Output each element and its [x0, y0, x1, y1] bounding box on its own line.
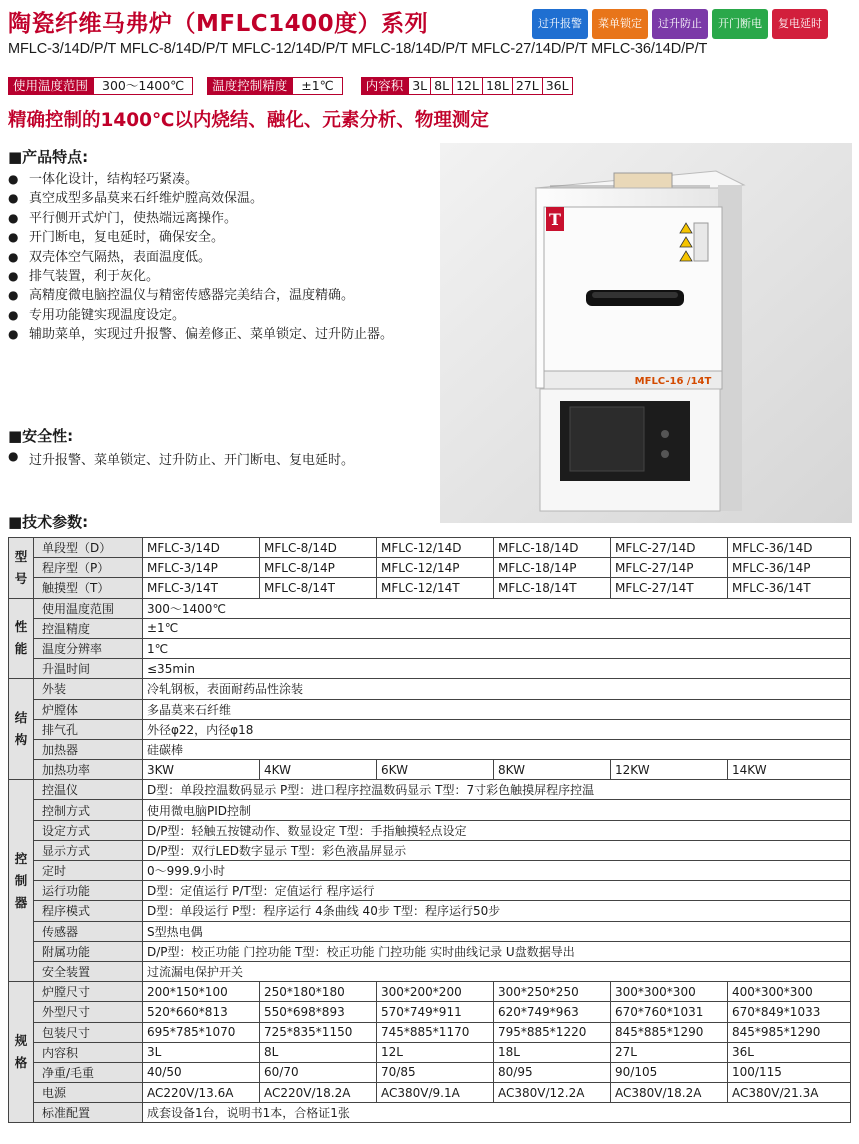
- table-cell: 100/115: [728, 1062, 851, 1082]
- param-name: 外型尺寸: [34, 1002, 143, 1022]
- table-row: [9, 618, 851, 638]
- table-cell: 300*250*250: [494, 982, 611, 1002]
- table-cell: 使用微电脑PID控制: [143, 800, 851, 820]
- group-label: 结 构: [9, 679, 34, 780]
- table-cell: 6KW: [377, 760, 494, 780]
- list-item: ● 高精度微电脑控温仪与精密传感器完美结合，温度精确。: [8, 286, 428, 305]
- volume-option: 3L: [408, 77, 431, 95]
- badge-power-delay: 复电延时: [772, 9, 828, 39]
- table-row: [9, 820, 851, 840]
- table-cell: 300*200*200: [377, 982, 494, 1002]
- table-row: [9, 558, 851, 578]
- list-item: ● 平行侧开式炉门，使热端远离操作。: [8, 209, 428, 228]
- brand-logo-letter: T: [549, 210, 561, 229]
- table-row: [9, 760, 851, 780]
- precision-label: 温度控制精度: [207, 77, 292, 95]
- param-name: 排气孔: [34, 719, 143, 739]
- table-cell: AC380V/9.1A: [377, 1083, 494, 1103]
- list-item: ● 开门断电，复电延时，确保安全。: [8, 228, 428, 247]
- table-cell: 695*785*1070: [143, 1022, 260, 1042]
- table-cell: D型：单段运行 P型：程序运行 4条曲线 40步 T型：程序运行50步: [143, 901, 851, 921]
- param-name: 加热器: [34, 739, 143, 759]
- table-row: [9, 840, 851, 860]
- headline: 精确控制的1400℃以内烧结、融化、元素分析、物理测定: [8, 110, 489, 131]
- table-cell: 4KW: [260, 760, 377, 780]
- temp-range-label: 使用温度范围: [8, 77, 93, 95]
- table-cell: 550*698*893: [260, 1002, 377, 1022]
- param-name: 内容积: [34, 1042, 143, 1062]
- param-name: 炉膛体: [34, 699, 143, 719]
- spec-strip: [8, 77, 573, 95]
- table-row: [9, 679, 851, 699]
- table-cell: MFLC-12/14P: [377, 558, 494, 578]
- table-cell: MFLC-27/14P: [611, 558, 728, 578]
- table-cell: ≤35min: [143, 659, 851, 679]
- table-cell: ±1℃: [143, 618, 851, 638]
- table-cell: 27L: [611, 1042, 728, 1062]
- table-cell: 过流漏电保护开关: [143, 961, 851, 981]
- param-name: 运行功能: [34, 881, 143, 901]
- table-cell: 40/50: [143, 1062, 260, 1082]
- table-row: [9, 1042, 851, 1062]
- product-photo: [440, 143, 852, 523]
- param-name: 净重/毛重: [34, 1062, 143, 1082]
- table-cell: MFLC-8/14T: [260, 578, 377, 598]
- feature-list: [8, 170, 428, 345]
- feature-badges: [532, 9, 828, 39]
- table-row: [9, 1002, 851, 1022]
- table-cell: 18L: [494, 1042, 611, 1062]
- table-cell: 14KW: [728, 760, 851, 780]
- table-cell: MFLC-3/14P: [143, 558, 260, 578]
- table-cell: MFLC-36/14P: [728, 558, 851, 578]
- table-cell: 670*760*1031: [611, 1002, 728, 1022]
- param-name: 定时: [34, 861, 143, 881]
- table-cell: 8L: [260, 1042, 377, 1062]
- table-cell: S型热电偶: [143, 921, 851, 941]
- list-item: ● 专用功能键实现温度设定。: [8, 306, 428, 325]
- table-cell: MFLC-18/14D: [494, 538, 611, 558]
- table-cell: 成套设备1台，说明书1本，合格证1张: [143, 1103, 851, 1123]
- tech-heading: ■技术参数:: [8, 513, 89, 531]
- list-item: ● 真空成型多晶莫来石纤维炉膛高效保温。: [8, 189, 428, 208]
- page-title: 陶瓷纤维马弗炉（MFLC1400度）系列: [8, 11, 429, 37]
- table-cell: 12KW: [611, 760, 728, 780]
- param-name: 程序模式: [34, 901, 143, 921]
- table-cell: 3KW: [143, 760, 260, 780]
- table-cell: MFLC-27/14D: [611, 538, 728, 558]
- temp-range-value: 300～1400℃: [93, 77, 193, 95]
- volume-option: 18L: [483, 77, 513, 95]
- table-cell: 70/85: [377, 1062, 494, 1082]
- list-item: ● 辅助菜单，实现过升报警、偏差修正、菜单锁定、过升防止器。: [8, 325, 429, 344]
- table-cell: MFLC-12/14D: [377, 538, 494, 558]
- safety-heading: ■安全性:: [8, 427, 74, 445]
- table-row: [9, 1083, 851, 1103]
- param-name: 控制方式: [34, 800, 143, 820]
- table-cell: 250*180*180: [260, 982, 377, 1002]
- table-cell: MFLC-8/14P: [260, 558, 377, 578]
- table-cell: MFLC-18/14T: [494, 578, 611, 598]
- table-cell: MFLC-36/14D: [728, 538, 851, 558]
- param-name: 电源: [34, 1083, 143, 1103]
- table-cell: 12L: [377, 1042, 494, 1062]
- volume-option: 36L: [543, 77, 573, 95]
- table-cell: 725*835*1150: [260, 1022, 377, 1042]
- volume-option: 8L: [431, 77, 453, 95]
- precision-value: ±1℃: [292, 77, 342, 95]
- table-row: [9, 800, 851, 820]
- table-cell: MFLC-36/14T: [728, 578, 851, 598]
- table-cell: MFLC-27/14T: [611, 578, 728, 598]
- table-row: [9, 659, 851, 679]
- table-cell: 200*150*100: [143, 982, 260, 1002]
- spec-table: [8, 537, 851, 1123]
- table-cell: 硅碳棒: [143, 739, 851, 759]
- table-row: [9, 739, 851, 759]
- param-name: 包装尺寸: [34, 1022, 143, 1042]
- volume-label: 内容积: [361, 77, 409, 95]
- param-name: 温度分辨率: [34, 638, 143, 658]
- table-cell: D型：定值运行 P/T型：定值运行 程序运行: [143, 881, 851, 901]
- table-row: [9, 881, 851, 901]
- table-cell: 795*885*1220: [494, 1022, 611, 1042]
- model-list: MFLC-3/14D/P/T MFLC-8/14D/P/T MFLC-12/14D/P/T MFLC-18/14D/P/T MFLC-27/14D/P/T MFLC-36/14D/P/T: [8, 41, 708, 57]
- table-cell: D/P型：轻触五按键动作、数显设定 T型：手指触摸轻点设定: [143, 820, 851, 840]
- table-row: [9, 901, 851, 921]
- param-name: 显示方式: [34, 840, 143, 860]
- group-label: 规 格: [9, 982, 34, 1123]
- table-row: [9, 921, 851, 941]
- param-name: 标准配置: [34, 1103, 143, 1123]
- muffle-furnace-image: [440, 143, 852, 523]
- table-cell: 670*849*1033: [728, 1002, 851, 1022]
- table-cell: D/P型：校正功能 门控功能 T型：校正功能 门控功能 实时曲线记录 U盘数据导出: [143, 941, 851, 961]
- table-cell: 3L: [143, 1042, 260, 1062]
- param-name: 升温时间: [34, 659, 143, 679]
- table-cell: 8KW: [494, 760, 611, 780]
- model-label: MFLC-16 /14T: [634, 376, 712, 387]
- group-label: 控 制 器: [9, 780, 34, 982]
- table-cell: AC220V/18.2A: [260, 1083, 377, 1103]
- table-cell: 745*885*1170: [377, 1022, 494, 1042]
- param-name: 单段型（D）: [34, 538, 143, 558]
- table-cell: 冷轧钢板，表面耐药品性涂装: [143, 679, 851, 699]
- table-row: [9, 1103, 851, 1123]
- table-cell: 36L: [728, 1042, 851, 1062]
- volume-option: 27L: [513, 77, 543, 95]
- badge-door-cutoff: 开门断电: [712, 9, 768, 39]
- badge-menu-lock: 菜单锁定: [592, 9, 648, 39]
- table-row: [9, 941, 851, 961]
- table-cell: 0～999.9小时: [143, 861, 851, 881]
- table-cell: 570*749*911: [377, 1002, 494, 1022]
- table-cell: AC380V/18.2A: [611, 1083, 728, 1103]
- volume-option: 12L: [453, 77, 483, 95]
- list-item: ● 排气装置，利于灰化。: [8, 267, 428, 286]
- table-cell: 845*985*1290: [728, 1022, 851, 1042]
- table-row: [9, 719, 851, 739]
- param-name: 炉膛尺寸: [34, 982, 143, 1002]
- table-row: [9, 780, 851, 800]
- table-cell: AC380V/12.2A: [494, 1083, 611, 1103]
- table-cell: 1℃: [143, 638, 851, 658]
- table-row: [9, 1022, 851, 1042]
- param-name: 程序型（P）: [34, 558, 143, 578]
- table-row: [9, 861, 851, 881]
- table-cell: 90/105: [611, 1062, 728, 1082]
- table-row: [9, 961, 851, 981]
- table-cell: 多晶莫来石纤维: [143, 699, 851, 719]
- param-name: 安全装置: [34, 961, 143, 981]
- group-label: 型 号: [9, 538, 34, 599]
- param-name: 触摸型（T）: [34, 578, 143, 598]
- table-cell: 400*300*300: [728, 982, 851, 1002]
- table-cell: 外径φ22，内径φ18: [143, 719, 851, 739]
- list-item: ● 一体化设计，结构轻巧紧凑。: [8, 170, 428, 189]
- safety-text: ● 过升报警、菜单锁定、过升防止、开门断电、复电延时。: [8, 449, 354, 468]
- table-cell: 845*885*1290: [611, 1022, 728, 1042]
- param-name: 控温精度: [34, 618, 143, 638]
- table-cell: MFLC-3/14T: [143, 578, 260, 598]
- table-row: [9, 638, 851, 658]
- table-cell: D/P型：双行LED数字显示 T型：彩色液晶屏显示: [143, 840, 851, 860]
- table-cell: 80/95: [494, 1062, 611, 1082]
- features-heading: ■产品特点:: [8, 148, 89, 166]
- param-name: 外装: [34, 679, 143, 699]
- table-row: [9, 538, 851, 558]
- table-row: [9, 1062, 851, 1082]
- group-label: 性 能: [9, 598, 34, 679]
- badge-overheat-prevent: 过升防止: [652, 9, 708, 39]
- table-cell: MFLC-18/14P: [494, 558, 611, 578]
- param-name: 设定方式: [34, 820, 143, 840]
- table-cell: MFLC-3/14D: [143, 538, 260, 558]
- table-cell: AC220V/13.6A: [143, 1083, 260, 1103]
- table-row: [9, 699, 851, 719]
- param-name: 传感器: [34, 921, 143, 941]
- table-cell: MFLC-8/14D: [260, 538, 377, 558]
- param-name: 加热功率: [34, 760, 143, 780]
- table-cell: 60/70: [260, 1062, 377, 1082]
- table-cell: 620*749*963: [494, 1002, 611, 1022]
- list-item: ● 双壳体空气隔热，表面温度低。: [8, 248, 428, 267]
- table-row: [9, 578, 851, 598]
- param-name: 附属功能: [34, 941, 143, 961]
- table-cell: AC380V/21.3A: [728, 1083, 851, 1103]
- table-cell: MFLC-12/14T: [377, 578, 494, 598]
- table-row: [9, 982, 851, 1002]
- table-cell: 300*300*300: [611, 982, 728, 1002]
- badge-overheat-alarm: 过升报警: [532, 9, 588, 39]
- table-cell: 520*660*813: [143, 1002, 260, 1022]
- table-cell: D型：单段控温数码显示 P型：进口程序控温数码显示 T型：7寸彩色触摸屏程序控温: [143, 780, 851, 800]
- table-cell: 300～1400℃: [143, 598, 851, 618]
- param-name: 使用温度范围: [34, 598, 143, 618]
- table-row: [9, 598, 851, 618]
- param-name: 控温仪: [34, 780, 143, 800]
